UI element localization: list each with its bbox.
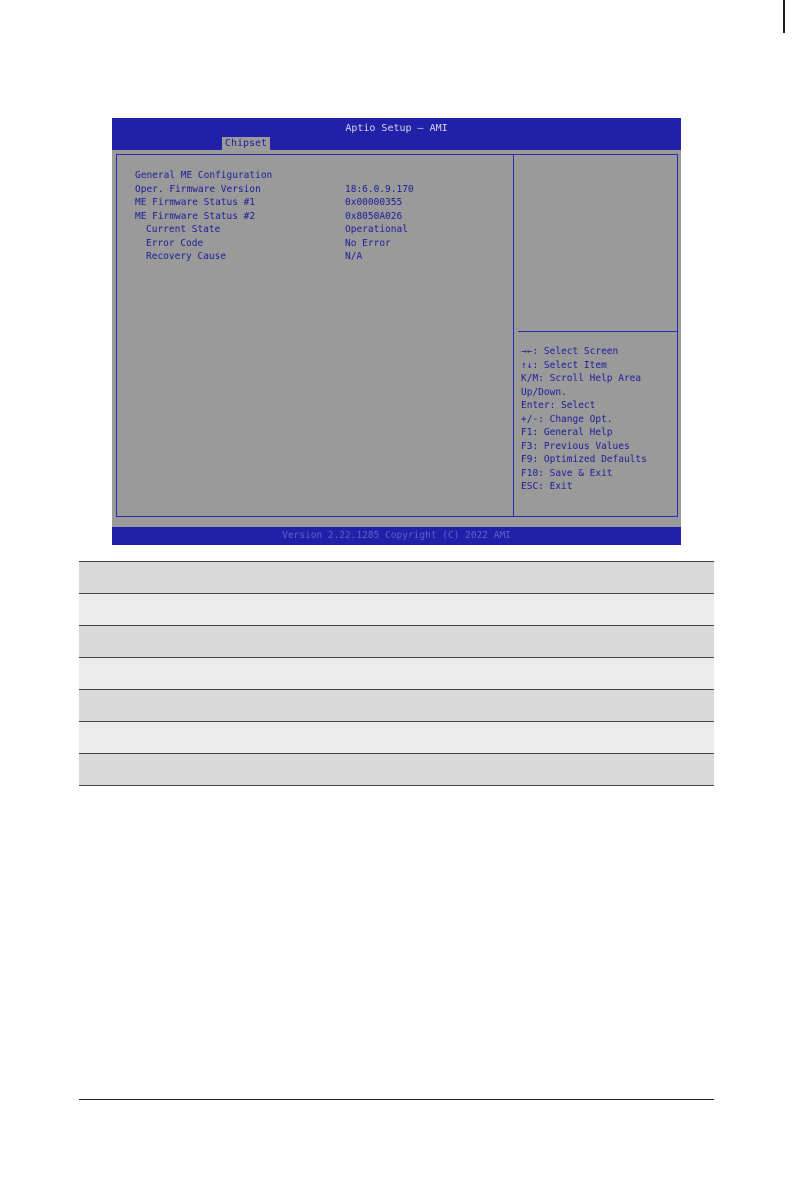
config-label: Recovery Cause bbox=[146, 251, 227, 262]
settings-description-table bbox=[79, 561, 714, 786]
help-key-item: K/M: Scroll Help Area bbox=[521, 373, 642, 384]
table-row bbox=[79, 658, 714, 690]
top-right-margin-line bbox=[783, 0, 785, 33]
bios-frame bbox=[116, 154, 678, 517]
table-row bbox=[79, 562, 714, 594]
config-label: Error Code bbox=[146, 237, 204, 249]
bios-main-panel bbox=[112, 150, 681, 527]
config-value: 0x8050A026 bbox=[345, 210, 403, 222]
help-key-item: F9: Optimized Defaults bbox=[521, 454, 647, 465]
page-bottom-rule bbox=[79, 1099, 714, 1100]
help-key-item: →←: Select Screen bbox=[521, 346, 619, 357]
bios-footer: Version 2.22.1285 Copyright (C) 2022 AMI bbox=[112, 527, 681, 545]
table-row bbox=[79, 626, 714, 658]
table-row bbox=[79, 690, 714, 722]
help-key-item: F10: Save & Exit bbox=[521, 467, 613, 479]
table-row bbox=[79, 722, 714, 754]
help-panel-divider bbox=[513, 155, 514, 516]
help-key-item: ↑↓: Select Item bbox=[521, 359, 607, 371]
help-key-item: Enter: Select bbox=[521, 400, 596, 411]
help-key-item: +/-: Change Opt. bbox=[521, 413, 613, 425]
help-key-item: F1: General Help bbox=[521, 427, 613, 438]
help-key-item: Up/Down. bbox=[521, 386, 567, 398]
config-value: No Error bbox=[345, 237, 391, 249]
table-row bbox=[79, 754, 714, 786]
config-label: General ME Configuration bbox=[135, 170, 273, 181]
config-label: Oper. Firmware Version bbox=[135, 183, 261, 195]
config-value: Operational bbox=[345, 224, 408, 235]
help-key-item: F3: Previous Values bbox=[521, 440, 630, 452]
config-label: Current State bbox=[146, 224, 221, 235]
bios-title: Aptio Setup – AMI bbox=[345, 123, 448, 134]
config-label: ME Firmware Status #2 bbox=[135, 210, 256, 222]
help-key-item: ESC: Exit bbox=[521, 481, 573, 492]
table-row bbox=[79, 594, 714, 626]
tab-chipset[interactable]: Chipset bbox=[222, 137, 270, 150]
help-separator bbox=[518, 331, 678, 332]
help-key-list bbox=[521, 345, 647, 494]
bios-setup-screen bbox=[112, 118, 681, 545]
config-label: ME Firmware Status #1 bbox=[135, 197, 256, 208]
config-value: 0x00000355 bbox=[345, 197, 403, 208]
config-value: N/A bbox=[345, 251, 363, 262]
config-value: 18:6.0.9.170 bbox=[345, 183, 414, 195]
